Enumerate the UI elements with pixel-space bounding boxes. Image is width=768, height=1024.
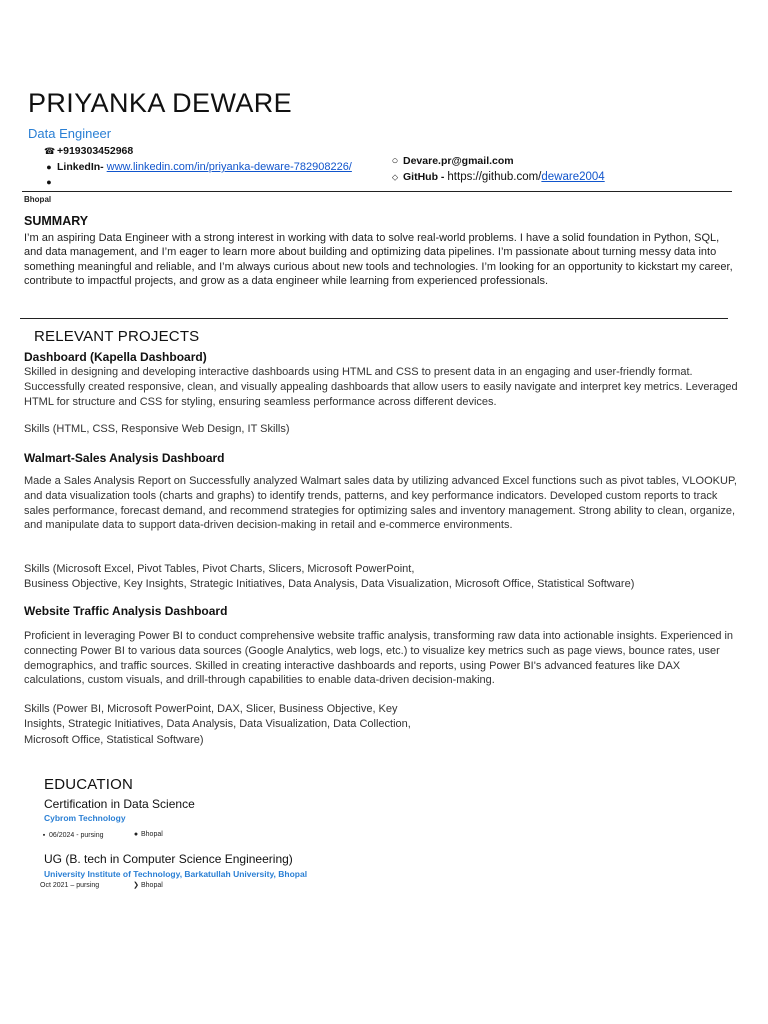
email-row — [390, 155, 514, 167]
project-title: Dashboard (Kapella Dashboard) — [24, 350, 207, 364]
education-title: UG (B. tech in Computer Science Engineering) — [44, 852, 293, 866]
education-date: Oct 2021 – pursing — [40, 882, 100, 889]
project-description: Skilled in designing and developing interactive dashboards using HTML and CSS to present data in an engaging and user-friendly format. Successfully created responsive, clean, and visually appealing dashboards that allow users to easily navigate and interpret key metrics. Leveraged HTML for structure and CSS for styling, ensuring seamless performance across different devices. — [24, 366, 738, 408]
github-url-prefix: https://github.com/ — [447, 171, 542, 183]
linkedin-link[interactable]: www.linkedin.com/in/priyanka-deware-782908226/ — [106, 161, 352, 173]
location-text: Bhopal — [24, 195, 52, 204]
education-heading: EDUCATION — [44, 776, 134, 793]
github-label: GitHub - — [403, 171, 445, 183]
phone-number: +919303452968 — [57, 145, 134, 157]
location-pin-icon: ● — [46, 177, 52, 187]
project-skills: Skills (Microsoft Excel, Pivot Tables, Pivot Charts, Slicers, Microsoft PowerPoint, — [24, 563, 415, 575]
education-location: ❯ Bhopal — [133, 881, 163, 889]
linkedin-row — [44, 161, 352, 173]
project-title: Walmart-Sales Analysis Dashboard — [24, 451, 225, 465]
location-pin-icon: ● — [133, 831, 139, 838]
job-title: Data Engineer — [28, 126, 112, 141]
education-institution: University Institute of Technology, Barkatullah University, Bhopal — [44, 869, 308, 879]
education-date: ▪ 06/2024 - pursing — [40, 832, 103, 839]
project-title: Website Traffic Analysis Dashboard — [24, 604, 228, 618]
summary-divider — [20, 318, 728, 319]
email-address[interactable]: Devare.pr@gmail.com — [403, 155, 514, 167]
linkedin-label: LinkedIn- — [57, 161, 104, 173]
github-link[interactable]: deware2004 — [541, 171, 605, 183]
linkedin-icon: ● — [46, 162, 52, 172]
github-row — [390, 171, 605, 183]
education-title: Certification in Data Science — [44, 797, 195, 811]
location-pin-icon: ❯ — [133, 882, 139, 889]
project-skills: Skills (HTML, CSS, Responsive Web Design, IT Skills) — [24, 423, 290, 435]
phone-icon: ☎ — [44, 145, 56, 156]
candidate-name: PRIYANKA DEWARE — [28, 88, 293, 118]
location-row — [44, 177, 57, 187]
summary-text: I’m an aspiring Data Engineer with a strong interest in working with data to solve real-world problems. I have a solid foundation in Python, SQL, and data management, and I’m eager to learn more about building and optimizing data pipelines. I’m passionate about turning messy data into something meaningful and reliable, and I’m always curious about new tools and technologies. I’m looking for an opportunity to kickstart my career, contribute to impactful projects, and grow as a data engineer while learning from experienced professionals. — [24, 232, 733, 287]
email-icon: ○ — [391, 155, 399, 167]
header-divider — [22, 191, 732, 192]
project-skills: Microsoft Office, Statistical Software) — [24, 734, 204, 746]
project-skills: Business Objective, Key Insights, Strategic Initiatives, Data Analysis, Data Visualization, Microsoft Office, Statistical Software) — [24, 578, 635, 590]
projects-heading: RELEVANT PROJECTS — [34, 328, 200, 345]
education-location: ● Bhopal — [133, 831, 163, 838]
project-description: Proficient in leveraging Power BI to conduct comprehensive website traffic analysis, transforming raw data into actionable insights. Experienced in connecting Power BI to various data sources (Google Analytics, web logs, etc.) to visualize key metrics such as page views, bounce rates, user demographics, and traffic sources. Skilled in creating interactive dashboards and reports, using Power BI's advanced features like DAX calculations, custom visuals, and drill-through capabilities to enable data-driven decision-making. — [24, 630, 734, 687]
calendar-icon: ▪ — [42, 832, 46, 839]
project-description: Made a Sales Analysis Report on Successfully analyzed Walmart sales data by utilizing advanced Excel functions such as pivot tables, VLOOKUP, and data visualization tools (charts and graphs) to identify trends, patterns, and key performance indicators. Developed custom reports to track sales performance, forecast demand, and recommend strategies for optimizing sales and inventory management. Strong ability to clean, organize, and manipulate data to support data-driven decision-making in retail and e-commerce environments. — [24, 475, 737, 532]
phone-row — [44, 145, 133, 157]
project-skills: Insights, Strategic Initiatives, Data Analysis, Data Visualization, Data Collection, — [24, 718, 411, 730]
github-icon: ⬦ — [391, 171, 399, 182]
project-skills: Skills (Power BI, Microsoft PowerPoint, DAX, Slicer, Business Objective, Key — [24, 703, 398, 715]
education-institution: Cybrom Technology — [44, 813, 126, 823]
summary-heading: SUMMARY — [24, 214, 89, 228]
